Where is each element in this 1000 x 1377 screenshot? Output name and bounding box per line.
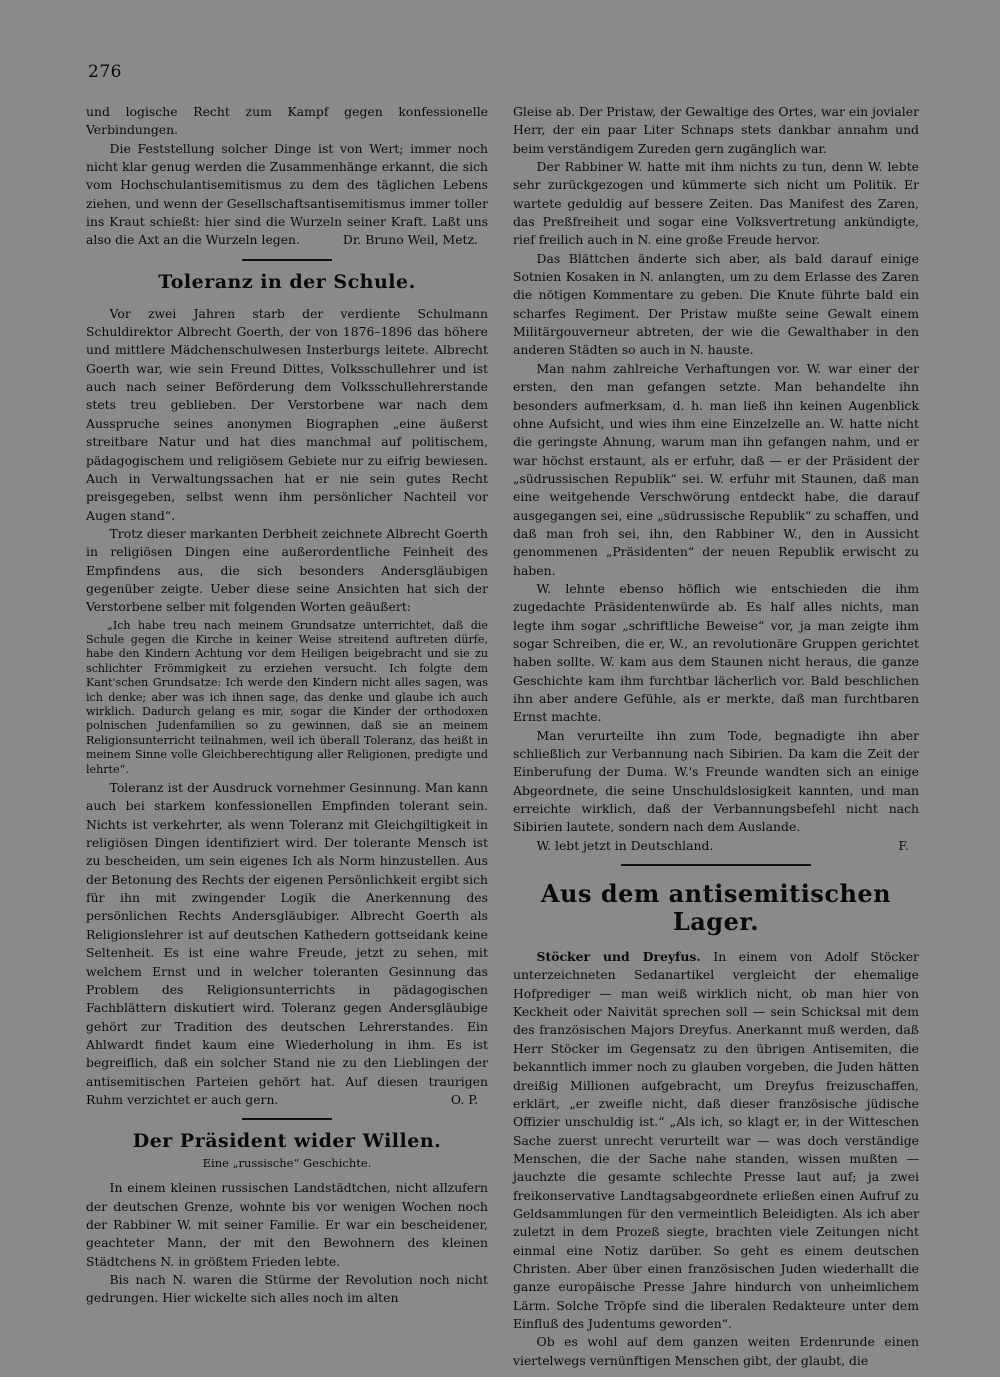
article-heading: Der Präsident wider Willen. (132, 1130, 442, 1153)
paragraph: Man verurteilte ihn zum Tode, begnadigte ihn aber schließlich zur Verbannung nach Sibirien. Da kam die Zeit der Einberufung der Duma. W.'s Freunde wandten sich an einige Abgeordnete, die seine Unschuldslosigkeit kannten, und man erreichte wirklich, daß der Verbannungsbefehl nicht nach Sibirien lautete, sondern nach dem Auslande. (513, 727, 919, 835)
left-column (86, 103, 488, 1308)
paragraph (513, 948, 919, 1333)
section-divider (242, 1118, 332, 1120)
signature: O. P. (450, 1091, 478, 1107)
signature: Dr. Bruno Weil, Metz. (342, 232, 478, 248)
paragraph: Man nahm zahlreiche Verhaftungen vor. W. war einer der ersten, den man gefangen setzte. Man behandelte ihn besonders aufmerksam, d. h. man ließ ihn keinen Augenblick ohne Aufsicht, und wies ihm eine Einzelzelle an. W. hatte nicht die geringste Ahnung, warum man ihn gefangen nahm, und er war höchst erstaunt, als er erfuhr, daß — er der Präsident der „südrussischen Republik“ sei. W. erfuhr mit Staunen, daß man eine weitgehende Verschwörung entdeckt habe, die darauf ausgegangen sei, eine „südrussische Republik“ zu schaffen, und daß man froh sei, ihn, den Rabbiner W., den in Aussicht genommenen „Präsidenten“ der neuen Republik erwischt zu haben. (513, 360, 919, 578)
paragraph-text: W. lebt jetzt in Deutschland. (536, 837, 714, 853)
paragraph: Gleise ab. Der Pristaw, der Gewaltige des Ortes, war ein jovialer Herr, der ein paar Liter Schnaps stets dankbar annahm und beim verständigem Zureden gern zugänglich war. (513, 104, 919, 156)
paragraph: Bis nach N. waren die Stürme der Revolution noch nicht gedrungen. Hier wickelte sich alles noch im alten (86, 1271, 488, 1306)
paragraph: Ob es wohl auf dem ganzen weiten Erdenrunde einen viertelwegs vernünftigen Menschen gibt, der glaubt, die (513, 1334, 919, 1368)
signature: F. (898, 837, 909, 853)
paragraph: In einem kleinen russischen Landstädtchen, nicht allzufern der deutschen Grenze, wohnte bis vor wenigen Wochen noch der Rabbiner W. mit seiner Familie. Er war ein bescheidener, geachteter Mann, der mit den Bewohnern des kleinen Städtchens N. in größtem Frieden lebte. (86, 1180, 488, 1269)
article-heading: Toleranz in der Schule. (158, 270, 416, 293)
article-subheading: Eine „russische“ Geschichte. (202, 1156, 372, 1171)
section-divider (621, 864, 811, 866)
paragraph-text: Die Feststellung solcher Dinge ist von Wert; immer noch nicht klar genug werden die Zusammenhänge erkannt, die sich vom Hochschulantisemitismus zu dem des täglichen Lebens ziehen, und wenn der Gesellschaftsantisemitismus immer toller ins Kraut schießt: hier sind die Wurzeln seiner Kraft. Laßt uns also die Axt an die Wurzeln legen. (86, 140, 488, 248)
paragraph: Das Blättchen änderte sich aber, als bald darauf einige Sotnien Kosaken in N. anlangten, um zu dem Erlasse des Zaren die nötigen Kommentare zu geben. Die Knute führte bald ein scharfes Regiment. Der Pristaw mußte seine Gewalt einem Militärgouverneur abtreten, der wie die Gewalthaber in den anderen Städten so auch in N. hauste. (513, 250, 919, 358)
section-divider (242, 259, 332, 261)
block-quote: „Ich habe treu nach meinem Grundsatze unterrichtet, daß die Schule gegen die Kirche in keiner Weise streitend auftreten dürfe, habe den Kindern Achtung vor dem Heiligen beigebracht und sie zu schlichter Frömmigkeit zu erziehen versucht. Ich folgte dem Kant'schen Grundsatze: Ich werde den Kindern nicht alles sagen, was ich denke; aber was ich ihnen sage, das denke und glaube ich auch wirklich. Dadurch gelang es mir, sogar die Kinder der orthodoxen polnischen Judenfamilien so zu gewinnen, daß sie an meinem Religionsunterricht teilnahmen, weil ich überall Toleranz, das heißt in meinem Sinne volle Gleichberechtigung aller Religionen, predigte und lehrte“. (86, 618, 488, 776)
paragraph-lead: Stöcker und Dreyfus. (536, 949, 701, 965)
paragraph-text: In einem von Adolf Stöcker unterzeichneten Sedanartikel vergleicht der ehemalige Hofprediger — man weiß wirklich nicht, ob man hier von Keckheit oder Naivität sprechen soll — sein Schicksal mit dem des französischen Majors Dreyfus. Anerkannt muß werden, daß Herr Stöcker im Gegensatz zu den übrigen Antisemiten, die bekanntlich immer noch zu glauben vorgeben, die Juden hätten dreißig Millionen aufgebracht, um Dreyfus freizuschaffen, erklärt, „er zweifle nicht, daß dieser französische jüdische Offizier unschuldig ist.“ „Als ich, so klagt er, in der Witteschen Sache zuerst unrecht verurteilt war — was doch verständige Menschen, die der Sache nahe standen, wissen mußten — jauchzte die gesamte schlechte Presse laut auf; ja zwei freikonservative Landtagsabgeordnete erließen einen Aufruf zu Geldsammlungen für den vermeintlich Beleidigten. Als ich aber zuletzt in dem Prozeß siegte, brachten viele Zeitungen nicht einmal eine Notiz darüber. So geht es einem deutschen Christen. Aber über einen französischen Juden wiederhallt die ganze europäische Presse Jahre hindurch von unheimlichem Lärm. Solche Tröpfe sind die liberalen Redakteure unter dem Einfluß des Judentums geworden“. (513, 949, 919, 1331)
right-column (513, 103, 919, 1370)
paragraph: Vor zwei Jahren starb der verdiente Schulmann Schuldirektor Albrecht Goerth, der von 1876–1896 das höhere und mittlere Mädchenschulwesen Insterburgs leitete. Albrecht Goerth war, wie sein Freund Dittes, Volksschullehrer und ist auch nach seiner Beförderung dem Volksschullehrerstande stets treu geblieben. Der Verstorbene war nach dem Ausspruche seines anonymen Biographen „eine äußerst streitbare Natur und hat dies manchmal auf politischem, pädagogischem und religiösem Gebiete nur zu eifrig bewiesen. Auch in Verwaltungssachen hat er nie sein gutes Recht preisgegeben, selbst wenn ihm persönlicher Nachteil vor Augen stand“. (86, 305, 488, 523)
paragraph-text: Toleranz ist der Ausdruck vornehmer Gesinnung. Man kann auch bei starkem konfessionellen Empfinden tolerant sein. Nichts ist verkehrter, als wenn Toleranz mit Gleichgiltigkeit in religiösen Dingen identifiziert wird. Der tolerante Mensch ist zu bescheiden, um sein eigenes Ich als Norm hinzustellen. Aus der Betonung des Rechts der eigenen Persönlichkeit ergibt sich für ihn mit zwingender Logik die Anerkennung des persönlichen Rechts Andersgläubiger. Albrecht Goerth als Religionslehrer ist auf deutschen Kathedern gottseidank keine Seltenheit. Es ist eine wahre Freude, jetzt zu sehen, mit welchem Ernst und in welcher toleranten Gesinnung das Problem des Religionsunterrichts in pädagogischen Fachblättern diskutiert wird. Toleranz gegen Andersgläubige gehört zur Tradition des deutschen Lehrerstandes. Ein Ahlwardt findet kaum eine Wiederholung in ihm. Es ist begreiflich, daß ein solcher Stand nie zu den Lieblingen der antisemitischen Parteien gehört hat. Auf diesen traurigen Ruhm verzichtet er auch gern. (86, 780, 488, 1107)
paragraph: Der Rabbiner W. hatte mit ihm nichts zu tun, denn W. lebte sehr zurückgezogen und kümmerte sich nicht um Politik. Er wartete geduldig auf bessere Zeiten. Das Manifest des Zaren, das Preßfreiheit und sogar eine Volksvertretung ankündigte, rief freilich auch in N. eine große Freude hervor. (513, 159, 919, 248)
paragraph: und logische Recht zum Kampf gegen konfessionelle Verbindungen. (86, 104, 488, 138)
paragraph: W. lehnte ebenso höflich wie entschieden die ihm zugedachte Präsidentenwürde ab. Es half alles nichts, man legte ihm sogar „schriftliche Beweise“ vor, ja man zeigte ihm sogar Schreiben, die er, W., an revolutionäre Gruppen gerichtet haben sollte. W. kam aus dem Staunen nicht heraus, die ganze Geschichte kam ihm furchtbar lächerlich vor. Bald beschlichen ihn aber andere Gefühle, als er merkte, daß man furchtbaren Ernst machte. (513, 580, 919, 725)
paragraph (513, 837, 919, 855)
paragraph (86, 140, 488, 250)
page-number: 276 (88, 62, 122, 82)
paragraph (86, 779, 488, 1109)
section-heading: Aus dem antisemitischen Lager. (540, 879, 892, 937)
paragraph: Trotz dieser markanten Derbheit zeichnete Albrecht Goerth in religiösen Dingen eine außerordentliche Feinheit des Empfindens aus, die sich besonders Andersgläubigen gegenüber zeigte. Ueber diese seine Ansichten hat sich der Verstorbene selber mit folgenden Worten geäußert: (86, 525, 488, 615)
